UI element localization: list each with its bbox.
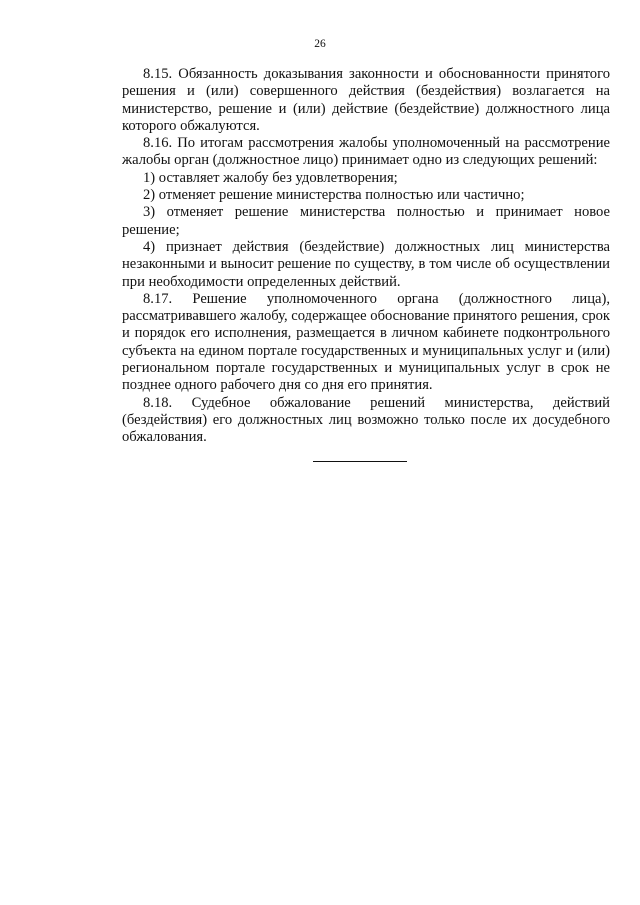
paragraph-8-18: 8.18. Судебное обжалование решений министерства, действий (бездействия) его должностных лиц возможно только после их досудебного обжалования. xyxy=(122,394,610,446)
paragraph-8-16: 8.16. По итогам рассмотрения жалобы уполномоченный на рассмотрение жалобы орган (должностное лицо) принимает одно из следующих решений: xyxy=(122,135,610,169)
list-item-4: 4) признает действия (бездействие) должностных лиц министерства незаконными и выносит решение по существу, в том числе об осуществлении при необходимости определенных действий. xyxy=(122,238,610,290)
end-divider xyxy=(313,461,407,462)
paragraph-8-17: 8.17. Решение уполномоченного органа (должностного лица), рассматривавшего жалобу, содержащее обоснование принятого решения, срок и порядок его исполнения, размещается в личном кабинете подконтрольного субъекта на едином портале государственных и муниципальных услуг и (или) региональном портале государственных и муниципальных услуг в срок не позднее одного рабочего дня со дня его принятия. xyxy=(122,290,610,394)
paragraph-8-15: 8.15. Обязанность доказывания законности и обоснованности принятого решения и (или) совершенного действия (бездействия) возлагается на министерство, решение и (или) действие (бездействие) должностного лица которого обжалуются. xyxy=(122,66,610,134)
document-body xyxy=(122,66,610,447)
list-item-3: 3) отменяет решение министерства полностью и принимает новое решение; xyxy=(122,204,610,238)
page-number: 26 xyxy=(314,38,326,50)
list-item-1: 1) оставляет жалобу без удовлетворения; xyxy=(143,169,398,186)
list-item-2: 2) отменяет решение министерства полностью или частично; xyxy=(143,187,525,204)
